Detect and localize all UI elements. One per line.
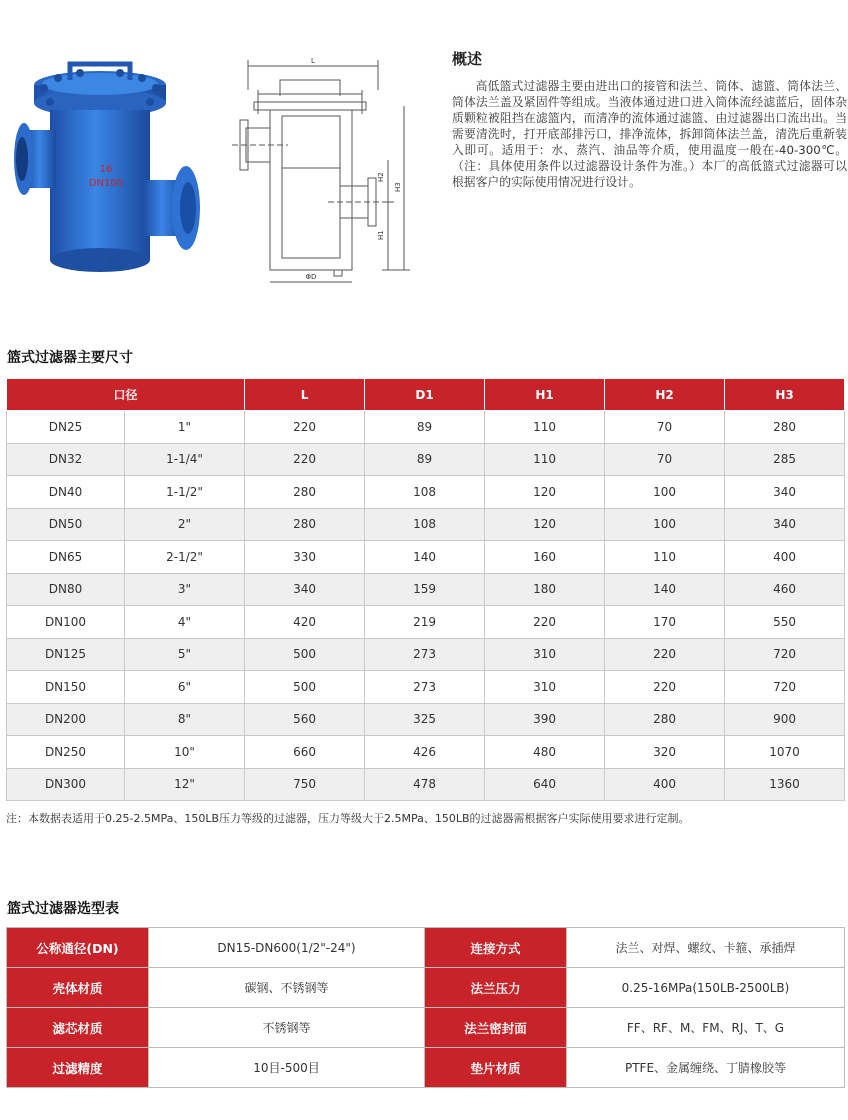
table-cell: 12" (125, 768, 245, 801)
header-H2: H2 (605, 379, 725, 411)
table-row (7, 736, 845, 769)
table-cell: 219 (365, 606, 485, 639)
table-cell: 70 (605, 443, 725, 476)
table-cell: 220 (245, 443, 365, 476)
table-cell: 340 (245, 573, 365, 606)
table-cell: 273 (365, 638, 485, 671)
table-row (7, 508, 845, 541)
table-cell: 2-1/2" (125, 541, 245, 574)
header-L: L (245, 379, 365, 411)
selection-label: 过滤精度 (7, 1048, 149, 1088)
table-cell: 1070 (725, 736, 845, 769)
drawing-label-H1: H1 (377, 230, 385, 240)
table-cell: 10" (125, 736, 245, 769)
table-cell: 1-1/2" (125, 476, 245, 509)
selection-label: 垫片材质 (425, 1048, 567, 1088)
selection-label: 公称通径(DN) (7, 928, 149, 968)
table-cell: 220 (605, 671, 725, 704)
selection-title: 篮式过滤器选型表 (7, 901, 119, 917)
table-cell: 108 (365, 476, 485, 509)
table-note: 注：本数据表适用于0.25-2.5MPa、150LB压力等级的过滤器，压力等级大于2.5MPa、150LB的过滤器需根据客户实际使用要求进行定制。 (6, 812, 690, 825)
selection-label: 连接方式 (425, 928, 567, 968)
table-cell: 220 (485, 606, 605, 639)
table-row (7, 638, 845, 671)
table-cell: 720 (725, 671, 845, 704)
table-cell: 550 (725, 606, 845, 639)
table-cell: 4" (125, 606, 245, 639)
header-H3: H3 (725, 379, 845, 411)
table-cell: 640 (485, 768, 605, 801)
table-cell: 400 (725, 541, 845, 574)
table-cell: 340 (725, 508, 845, 541)
table-cell: 310 (485, 671, 605, 704)
table-cell: 273 (365, 671, 485, 704)
table-cell: 2" (125, 508, 245, 541)
table-cell: 6" (125, 671, 245, 704)
header-caliber: 口径 (7, 379, 245, 411)
table-cell: 340 (725, 476, 845, 509)
table-cell: 70 (605, 411, 725, 444)
table-cell: 89 (365, 443, 485, 476)
table-cell: 170 (605, 606, 725, 639)
selection-value: FF、RF、M、FM、RJ、T、G (567, 1008, 845, 1048)
table-cell: 480 (485, 736, 605, 769)
table-cell: 560 (245, 703, 365, 736)
selection-row (7, 968, 845, 1008)
selection-row (7, 1008, 845, 1048)
selection-value: DN15-DN600(1/2"-24") (149, 928, 425, 968)
table-cell: 280 (725, 411, 845, 444)
drawing-label-L: L (311, 57, 315, 65)
table-cell: 320 (605, 736, 725, 769)
table-cell: 1-1/4" (125, 443, 245, 476)
overview-title: 概述 (452, 50, 483, 68)
table-cell: 280 (605, 703, 725, 736)
table-cell: 140 (365, 541, 485, 574)
table-cell: DN150 (7, 671, 125, 704)
table-cell: 160 (485, 541, 605, 574)
selection-value: 10目-500目 (149, 1048, 425, 1088)
table-cell: 110 (485, 443, 605, 476)
table-cell: 8" (125, 703, 245, 736)
table-cell: 110 (485, 411, 605, 444)
table-cell: 420 (245, 606, 365, 639)
table-cell: 500 (245, 638, 365, 671)
table-cell: 426 (365, 736, 485, 769)
table-row (7, 671, 845, 704)
table-cell: 220 (605, 638, 725, 671)
selection-row (7, 928, 845, 968)
table-cell: 110 (605, 541, 725, 574)
table-cell: DN25 (7, 411, 125, 444)
table-cell: 325 (365, 703, 485, 736)
table-cell: 400 (605, 768, 725, 801)
table-cell: 100 (605, 508, 725, 541)
overview-text: 高低篮式过滤器主要由进出口的接管和法兰、筒体、滤篮、筒体法兰、筒体法兰盖及紧固件等组成。当液体通过进口进入筒体流经滤蓝后，固体杂质颗粒被阻挡在滤篮内，而清净的流体通过滤篮、由过滤器出口流出出。当需要清洗时，打开底部排污口，排净流体，拆卸筒体法兰盖，清洗后重新装入即可。适用于：水、蒸汽、油品等介质，使用温度一般在-40-300℃。（注：具体使用条件以过滤器设计条件为准。）本厂的高低篮式过滤器可以根据客户的实际使用情况进行设计。 (452, 79, 847, 189)
selection-label: 法兰压力 (425, 968, 567, 1008)
table-cell: 720 (725, 638, 845, 671)
table-row (7, 443, 845, 476)
selection-value: 法兰、对焊、螺纹、卡箍、承插焊 (567, 928, 845, 968)
table-cell: 330 (245, 541, 365, 574)
table-cell: 220 (245, 411, 365, 444)
table-cell: DN50 (7, 508, 125, 541)
table-cell: DN100 (7, 606, 125, 639)
selection-label: 壳体材质 (7, 968, 149, 1008)
technical-drawing (228, 50, 428, 290)
table-cell: 180 (485, 573, 605, 606)
table-cell: DN80 (7, 573, 125, 606)
selection-row (7, 1048, 845, 1088)
header-H1: H1 (485, 379, 605, 411)
selection-value: PTFE、金属缠绕、丁腈橡胶等 (567, 1048, 845, 1088)
photo-label-1: 16 (99, 164, 113, 175)
table-cell: 460 (725, 573, 845, 606)
table-cell: 285 (725, 443, 845, 476)
table-cell: DN65 (7, 541, 125, 574)
selection-label: 滤芯材质 (7, 1008, 149, 1048)
table-row (7, 411, 845, 444)
table-cell: DN32 (7, 443, 125, 476)
table-row (7, 541, 845, 574)
table-cell: 159 (365, 573, 485, 606)
table-cell: 310 (485, 638, 605, 671)
table-cell: 660 (245, 736, 365, 769)
table-cell: 478 (365, 768, 485, 801)
selection-table (6, 927, 845, 1088)
selection-value: 0.25-16MPa(150LB-2500LB) (567, 968, 845, 1008)
table-row (7, 606, 845, 639)
table-cell: 3" (125, 573, 245, 606)
table-cell: 750 (245, 768, 365, 801)
table-cell: 1360 (725, 768, 845, 801)
table-cell: 108 (365, 508, 485, 541)
table-cell: DN250 (7, 736, 125, 769)
table-row (7, 573, 845, 606)
drawing-label-H2: H2 (377, 172, 385, 182)
table-cell: 390 (485, 703, 605, 736)
photo-label-2: DN100 (88, 178, 124, 189)
table-cell: 89 (365, 411, 485, 444)
drawing-label-D: ΦD (305, 273, 317, 281)
table-cell: 900 (725, 703, 845, 736)
table-cell: 1" (125, 411, 245, 444)
table-cell: 120 (485, 508, 605, 541)
table-cell: DN125 (7, 638, 125, 671)
table-cell: 100 (605, 476, 725, 509)
table-cell: DN40 (7, 476, 125, 509)
table-cell: 120 (485, 476, 605, 509)
product-photo (10, 50, 210, 290)
table-cell: 280 (245, 508, 365, 541)
table-row (7, 768, 845, 801)
table-cell: 5" (125, 638, 245, 671)
table-row (7, 703, 845, 736)
selection-label: 法兰密封面 (425, 1008, 567, 1048)
table-cell: DN300 (7, 768, 125, 801)
table-cell: DN200 (7, 703, 125, 736)
selection-value: 碳钢、不锈钢等 (149, 968, 425, 1008)
selection-value: 不锈钢等 (149, 1008, 425, 1048)
dimensions-title: 篮式过滤器主要尺寸 (7, 350, 133, 366)
table-row (7, 476, 845, 509)
header-D1: D1 (365, 379, 485, 411)
table-cell: 500 (245, 671, 365, 704)
drawing-label-H3: H3 (394, 182, 402, 192)
table-cell: 140 (605, 573, 725, 606)
table-header-row (7, 379, 845, 411)
table-cell: 280 (245, 476, 365, 509)
dimensions-table (6, 378, 845, 801)
